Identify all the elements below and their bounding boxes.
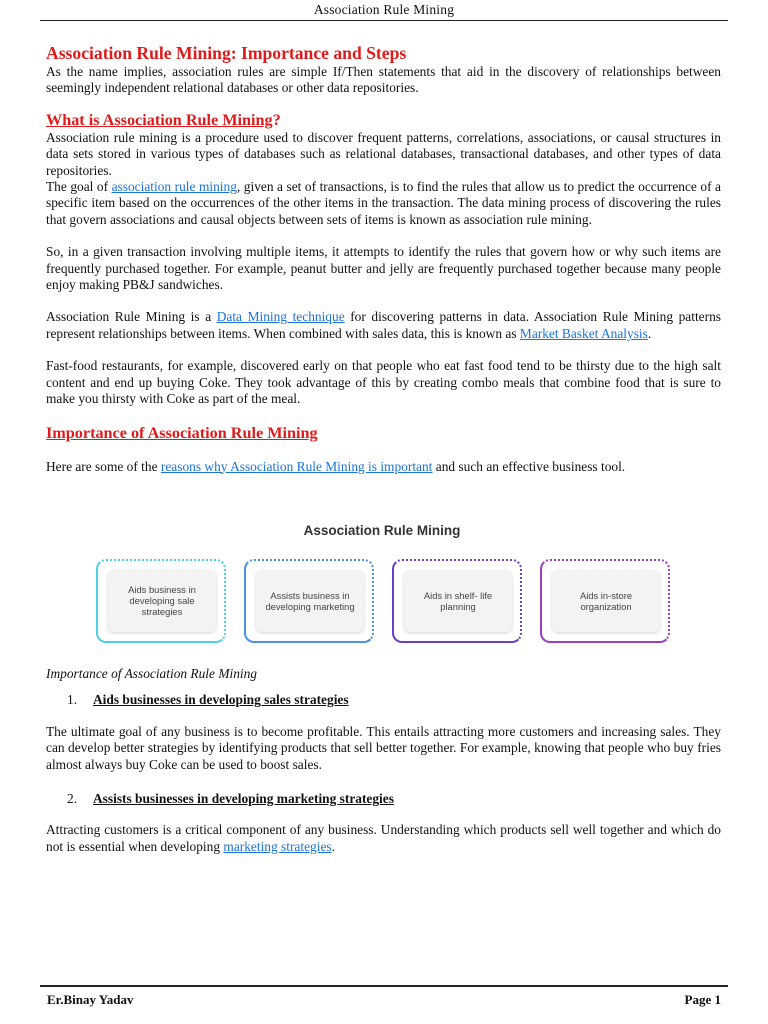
running-header: Association Rule Mining	[313, 2, 455, 17]
what-is-heading-mark: ?	[272, 110, 281, 129]
paragraph-transactions: So, in a given transaction involving multiple items, it attempts to identify the rules that govern how or why such items are frequently purchased together. For example, peanut butter and jelly are frequently purchased together because many people enjoy making PB&J sandwiches.	[46, 244, 721, 293]
footer-divider	[40, 985, 728, 987]
paragraph-fast-food: Fast-food restaurants, for example, discovered early on that people who eat fast food tend to be thirsty due to the high salt content and end up buying Coke. They took advantage of this by creating combo meals that combine food that is sure to make you thirsty with Coke as part of the meal.	[46, 358, 721, 407]
text-run: for discovering patterns in data. Association Rule Mining patterns represent relationships between items. When combined with sales data, this is known as	[46, 309, 721, 341]
intro-paragraph: As the name implies, association rules are simple If/Then statements that aid in the discovery of relationships between seemingly independent relational databases or other data repositories.	[46, 64, 721, 96]
figure-card-in-store	[540, 559, 670, 643]
page-title: Association Rule Mining: Importance and Steps	[46, 43, 407, 63]
text-run: , given a set of transactions, is to find the rules that allow us to predict the occurrence of a specific item based on the occurrences of the other items in the transaction. The data mining process of discovering the rules that govern associations and causal objects between sets of items is known as association rule mining.	[46, 179, 721, 227]
text-run: The goal of	[46, 179, 112, 195]
text-run: .	[647, 325, 652, 341]
header-divider	[40, 20, 728, 21]
paragraph-reasons	[46, 459, 721, 475]
text-run: .	[331, 838, 335, 854]
text-run: Attracting customers is a critical component of any business. Understanding which products sell well together and which do not is essential when developing	[46, 822, 721, 854]
list-item	[67, 692, 721, 708]
paragraph-technique	[46, 309, 721, 342]
link-market-basket-analysis[interactable]: Market Basket Analysis	[519, 325, 648, 341]
list-item-text: The ultimate goal of any business is to become profitable. This entails attracting more customers and increasing sales. They can develop better strategies by identifying products that sell better together. For example, knowing that people who buy fries almost always buy Coke can be used to boost sales.	[46, 723, 721, 772]
figure-card-marketing	[244, 559, 374, 643]
paragraph-goal	[46, 179, 721, 228]
footer-author: Er.Binay Yadav	[47, 992, 134, 1007]
text-run: Here are some of the	[46, 458, 161, 474]
what-is-heading-text: What is Association Rule Mining	[46, 110, 273, 129]
figure-title: Association Rule Mining	[303, 522, 461, 538]
list-item-title: Assists businesses in developing marketing strategies	[93, 790, 394, 806]
paragraph-definition: Association rule mining is a procedure used to discover frequent patterns, correlations, associations, or causal structures in data sets stored in various types of databases such as relational databases, transactional databases, and other types of data repositories.	[46, 129, 721, 178]
footer-page-number: Page 1	[684, 992, 721, 1007]
link-reasons[interactable]: reasons why Association Rule Mining is important	[160, 458, 433, 474]
text-run: Association Rule Mining is a	[46, 309, 217, 325]
list-item	[67, 791, 721, 807]
card-label: Assists business in developing marketing	[256, 570, 364, 632]
link-association-rule-mining[interactable]: association rule mining	[111, 179, 237, 195]
document-body	[46, 42, 721, 855]
figure-card-shelf-life	[392, 559, 522, 643]
link-data-mining-technique[interactable]: Data Mining technique	[216, 309, 345, 325]
figure-card-sales-strategies	[96, 559, 226, 643]
card-label: Aids in-store organization	[552, 570, 660, 632]
card-label: Aids in shelf- life planning	[404, 570, 512, 632]
link-marketing-strategies[interactable]: marketing strategies	[223, 838, 332, 854]
importance-figure	[92, 495, 672, 660]
text-run: and such an effective business tool.	[432, 458, 626, 474]
list-number: 2.	[67, 790, 78, 806]
list-item-text	[46, 822, 721, 855]
what-is-heading	[46, 110, 721, 130]
list-number: 1.	[67, 692, 78, 708]
card-label: Aids business in developing sale strategies	[108, 570, 216, 632]
importance-heading: Importance of Association Rule Mining	[46, 423, 318, 442]
list-item-title: Aids businesses in developing sales strategies	[93, 692, 349, 708]
figure-caption: Importance of Association Rule Mining	[46, 665, 258, 681]
